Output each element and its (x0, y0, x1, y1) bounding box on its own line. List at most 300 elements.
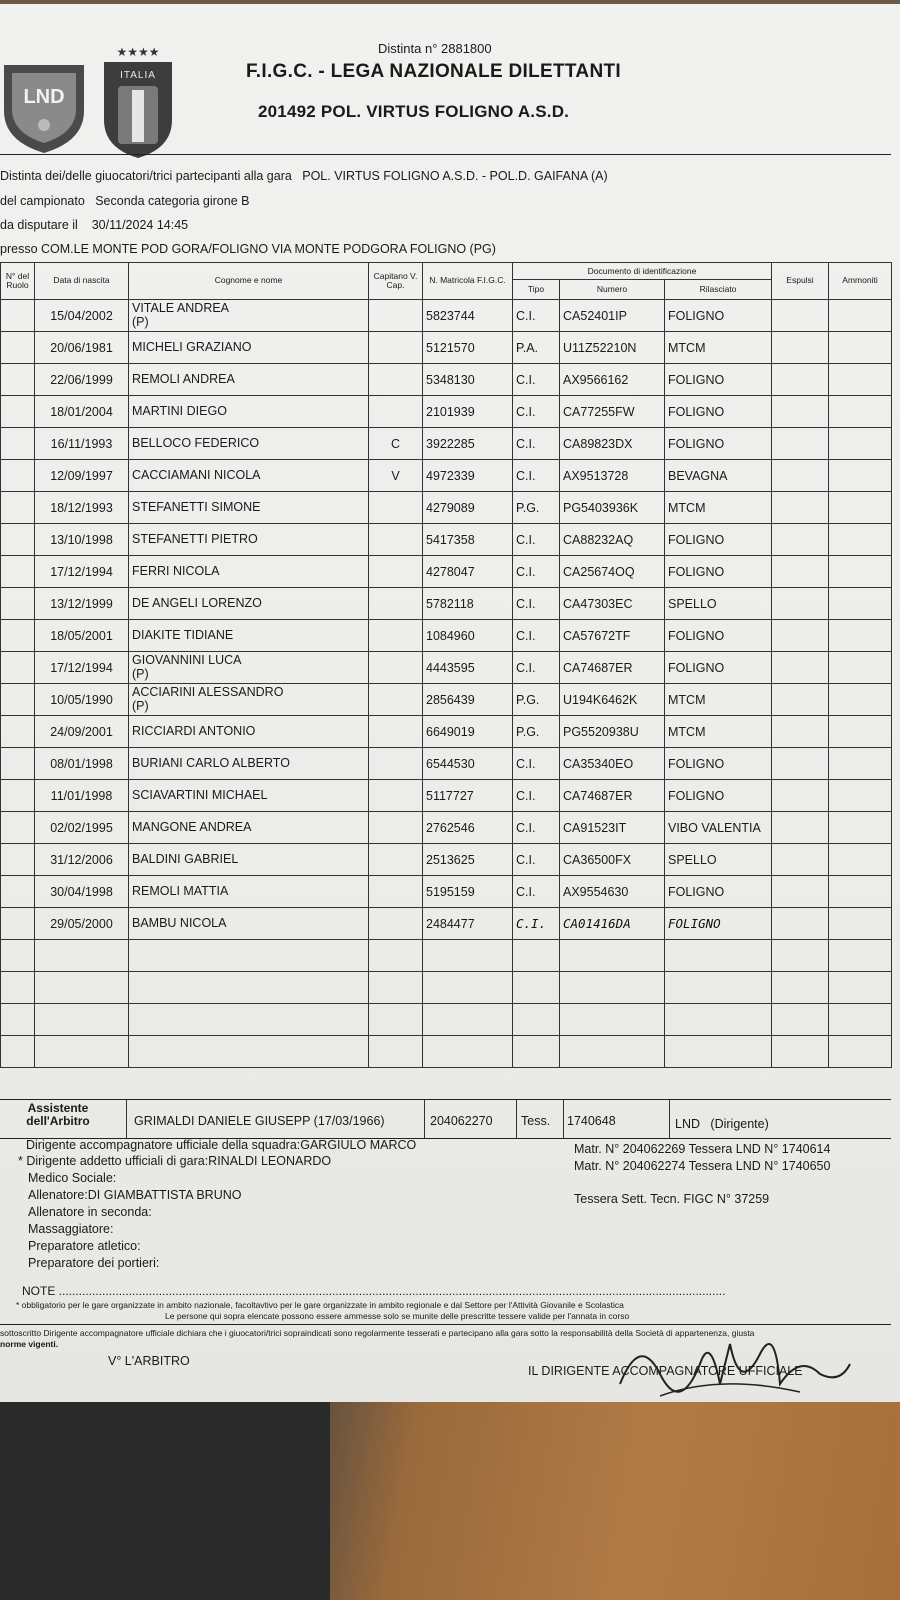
player-name-cell (129, 364, 369, 396)
empty-cell (35, 1036, 129, 1068)
doc-tipo: P.G. (513, 684, 560, 716)
table-row (1, 684, 892, 716)
col-numero: Numero (560, 280, 665, 300)
ruolo-cell (1, 876, 35, 908)
doc-numero: CA89823DX (560, 428, 665, 460)
gara-line (0, 169, 608, 183)
empty-cell (423, 1036, 513, 1068)
empty-cell (829, 1036, 892, 1068)
ammoniti-cell (829, 460, 892, 492)
espulsi-cell (772, 524, 829, 556)
col-capitano: Capitano V. Cap. (369, 263, 423, 300)
espulsi-cell (772, 588, 829, 620)
doc-tipo: C.I. (513, 556, 560, 588)
table-row (1, 780, 892, 812)
empty-cell (665, 1036, 772, 1068)
player-name-cell (129, 652, 369, 684)
doc-tipo: P.G. (513, 716, 560, 748)
obbligatorio-note: * obbligatorio per le gare organizzate in ambito nazionale, facoltavtivo per le gare organizzate in ambito regionale e dal Settore per l'Attività Giovanile e Scolastica (16, 1300, 624, 1310)
table-row (1, 524, 892, 556)
ruolo-cell (1, 588, 35, 620)
matricola: 4278047 (423, 556, 513, 588)
empty-cell (560, 1004, 665, 1036)
matricola: 2762546 (423, 812, 513, 844)
birth-date: 15/04/2002 (35, 300, 129, 332)
player-name: REMOLI ANDREA (132, 371, 235, 386)
empty-cell (829, 940, 892, 972)
empty-cell (369, 940, 423, 972)
persone-note: Le persone qui sopra elencate possono essere ammesse solo se munite delle prescritte tessere valide per l'annata in corso (165, 1311, 630, 1321)
espulsi-cell (772, 556, 829, 588)
espulsi-cell (772, 812, 829, 844)
captain-mark (369, 876, 423, 908)
ruolo-cell (1, 460, 35, 492)
empty-cell (772, 1036, 829, 1068)
empty-table-row (1, 940, 892, 972)
table-row (1, 748, 892, 780)
captain-mark (369, 780, 423, 812)
doc-numero: PG5520938U (560, 716, 665, 748)
espulsi-cell (772, 652, 829, 684)
player-note: (P) (132, 698, 149, 713)
doc-tipo: C.I. (513, 780, 560, 812)
allenatore: Allenatore:DI GIAMBATTISTA BRUNO (28, 1188, 242, 1202)
captain-mark (369, 524, 423, 556)
matricola: 5117727 (423, 780, 513, 812)
doc-tipo: C.I. (513, 300, 560, 332)
birth-date: 17/12/1994 (35, 556, 129, 588)
empty-cell (513, 940, 560, 972)
player-name-cell (129, 524, 369, 556)
ammoniti-cell (829, 396, 892, 428)
ruolo-cell (1, 524, 35, 556)
matricola: 6544530 (423, 748, 513, 780)
empty-cell (560, 1036, 665, 1068)
ruolo-cell (1, 684, 35, 716)
doc-rilasciato: FOLIGNO (665, 748, 772, 780)
empty-cell (1, 940, 35, 972)
doc-rilasciato: MTCM (665, 716, 772, 748)
doc-numero: CA88232AQ (560, 524, 665, 556)
table-row (1, 428, 892, 460)
player-name-cell (129, 620, 369, 652)
doc-numero: CA91523IT (560, 812, 665, 844)
col-tipo: Tipo (513, 280, 560, 300)
doc-rilasciato: SPELLO (665, 844, 772, 876)
captain-mark (369, 652, 423, 684)
matricola: 5417358 (423, 524, 513, 556)
matricola: 4279089 (423, 492, 513, 524)
captain-mark (369, 332, 423, 364)
matricola: 5348130 (423, 364, 513, 396)
ammoniti-cell (829, 364, 892, 396)
note-label: NOTE ........................................................................................................................................................................................................ (22, 1284, 726, 1298)
ammoniti-cell (829, 812, 892, 844)
matricola: 2513625 (423, 844, 513, 876)
empty-table-row (1, 1036, 892, 1068)
doc-rilasciato: FOLIGNO (665, 876, 772, 908)
table-row (1, 364, 892, 396)
lnd-logo-icon (0, 59, 88, 155)
header-divider (0, 154, 891, 155)
ruolo-cell (1, 492, 35, 524)
player-note: (P) (132, 666, 149, 681)
table-row (1, 492, 892, 524)
captain-mark (369, 908, 423, 940)
matricola: 2856439 (423, 684, 513, 716)
ruolo-cell (1, 396, 35, 428)
matricola: 2101939 (423, 396, 513, 428)
player-name-cell (129, 300, 369, 332)
dirigente-addetto: * Dirigente addetto ufficiali di gara:RINALDI LEONARDO (18, 1154, 332, 1168)
league-title: F.I.G.C. - LEGA NAZIONALE DILETTANTI (246, 61, 621, 82)
matricola: 5195159 (423, 876, 513, 908)
preparatore-portieri: Preparatore dei portieri: (28, 1256, 160, 1270)
presso-value: COM.LE MONTE POD GORA/FOLIGNO VIA MONTE PODGORA FOLIGNO (PG) (41, 242, 496, 256)
col-espulsi: Espulsi (772, 263, 829, 300)
ammoniti-cell (829, 428, 892, 460)
empty-cell (513, 1036, 560, 1068)
doc-tipo: C.I. (513, 620, 560, 652)
empty-cell (129, 1004, 369, 1036)
captain-mark (369, 300, 423, 332)
empty-cell (369, 972, 423, 1004)
empty-cell (829, 972, 892, 1004)
data-line (0, 218, 188, 232)
player-name: MICHELI GRAZIANO (132, 339, 252, 354)
assistente-matricola: 204062270 (430, 1114, 493, 1128)
birth-date: 29/05/2000 (35, 908, 129, 940)
note-text: NOTE (22, 1284, 56, 1298)
table-row (1, 812, 892, 844)
ammoniti-cell (829, 588, 892, 620)
ruolo-cell (1, 620, 35, 652)
doc-rilasciato: FOLIGNO (665, 428, 772, 460)
table-row (1, 460, 892, 492)
doc-tipo: C.I. (513, 460, 560, 492)
empty-cell (560, 972, 665, 1004)
doc-numero: CA01416DA (560, 908, 665, 940)
empty-cell (1, 1004, 35, 1036)
ruolo-cell (1, 716, 35, 748)
empty-cell (665, 940, 772, 972)
birth-date: 31/12/2006 (35, 844, 129, 876)
empty-cell (1, 1036, 35, 1068)
player-name-cell (129, 780, 369, 812)
birth-date: 12/09/1997 (35, 460, 129, 492)
ammoniti-cell (829, 748, 892, 780)
ammoniti-cell (829, 492, 892, 524)
player-name: MARTINI DIEGO (132, 403, 227, 418)
doc-tipo: C.I. (513, 524, 560, 556)
doc-numero: U194K6462K (560, 684, 665, 716)
col-nome: Cognome e nome (129, 263, 369, 300)
player-name: SCIAVARTINI MICHAEL (132, 787, 268, 802)
data-label: da disputare il (0, 218, 78, 232)
birth-date: 16/11/1993 (35, 428, 129, 460)
allenatore-seconda: Allenatore in seconda: (28, 1205, 152, 1219)
doc-rilasciato: FOLIGNO (665, 364, 772, 396)
data-value: 30/11/2024 14:45 (91, 218, 189, 232)
espulsi-cell (772, 396, 829, 428)
espulsi-cell (772, 428, 829, 460)
ruolo-cell (1, 428, 35, 460)
table-header-row (1, 263, 892, 280)
doc-rilasciato: FOLIGNO (665, 300, 772, 332)
empty-cell (129, 972, 369, 1004)
player-name: STEFANETTI SIMONE (132, 499, 261, 514)
dirigente-label: IL DIRIGENTE ACCOMPAGNATORE UFFICIALE (528, 1364, 803, 1378)
player-name-cell (129, 684, 369, 716)
espulsi-cell (772, 780, 829, 812)
campionato-line (0, 194, 249, 208)
ruolo-cell (1, 780, 35, 812)
sottoscritto-note: sottoscritto Dirigente accompagnatore ufficiale dichiara che i giuocatori/trici sopraindicati sono regolarmente tesserati e partecipano alla gara sotto la responsabilità della Società di appartenenza, giusta (0, 1328, 755, 1338)
birth-date: 13/10/1998 (35, 524, 129, 556)
birth-date: 18/12/1993 (35, 492, 129, 524)
matricola: 2484477 (423, 908, 513, 940)
birth-date: 13/12/1999 (35, 588, 129, 620)
ammoniti-cell (829, 652, 892, 684)
table-row (1, 556, 892, 588)
doc-tipo: C.I. (513, 844, 560, 876)
arbitro-label: V° L'ARBITRO (108, 1354, 190, 1368)
espulsi-cell (772, 844, 829, 876)
doc-numero: CA77255FW (560, 396, 665, 428)
espulsi-cell (772, 492, 829, 524)
birth-date: 30/04/1998 (35, 876, 129, 908)
table-row (1, 620, 892, 652)
campionato-value: Seconda categoria girone B (95, 194, 250, 208)
player-name-cell (129, 844, 369, 876)
figc-italia-logo-icon (100, 44, 176, 160)
col-ammoniti: Ammoniti (829, 263, 892, 300)
empty-cell (772, 940, 829, 972)
presso-line (0, 242, 496, 256)
ammoniti-cell (829, 556, 892, 588)
espulsi-cell (772, 332, 829, 364)
ammoniti-cell (829, 716, 892, 748)
espulsi-cell (772, 748, 829, 780)
doc-numero: CA74687ER (560, 652, 665, 684)
empty-cell (423, 1004, 513, 1036)
ruolo-cell (1, 300, 35, 332)
table-row (1, 396, 892, 428)
matricola: 4972339 (423, 460, 513, 492)
empty-cell (560, 940, 665, 972)
ruolo-cell (1, 844, 35, 876)
espulsi-cell (772, 716, 829, 748)
ruolo-cell (1, 364, 35, 396)
empty-cell (129, 1036, 369, 1068)
matricola: 4443595 (423, 652, 513, 684)
players-table (0, 262, 892, 1068)
gara-value: POL. VIRTUS FOLIGNO A.S.D. - POL.D. GAIFANA (A) (302, 169, 608, 183)
svg-text:★★★★: ★★★★ (116, 45, 160, 59)
ruolo-cell (1, 748, 35, 780)
player-name: VITALE ANDREA (132, 301, 230, 316)
doc-numero: CA36500FX (560, 844, 665, 876)
player-note: (P) (132, 314, 149, 329)
doc-rilasciato: SPELLO (665, 588, 772, 620)
player-name-cell (129, 492, 369, 524)
ammoniti-cell (829, 844, 892, 876)
player-name-cell (129, 588, 369, 620)
player-name-cell (129, 396, 369, 428)
doc-rilasciato: BEVAGNA (665, 460, 772, 492)
table-row (1, 588, 892, 620)
player-name: STEFANETTI PIETRO (132, 531, 258, 546)
table-row (1, 908, 892, 940)
birth-date: 24/09/2001 (35, 716, 129, 748)
ammoniti-cell (829, 876, 892, 908)
empty-cell (665, 1004, 772, 1036)
captain-mark (369, 492, 423, 524)
player-name-cell (129, 812, 369, 844)
doc-rilasciato: FOLIGNO (665, 908, 772, 940)
player-name: REMOLI MATTIA (132, 883, 229, 898)
player-name-cell (129, 908, 369, 940)
assistente-row (0, 1099, 891, 1139)
ammoniti-cell (829, 300, 892, 332)
ammoniti-cell (829, 620, 892, 652)
birth-date: 22/06/1999 (35, 364, 129, 396)
doc-tipo: C.I. (513, 364, 560, 396)
assistente-tipo: Tess. (521, 1114, 551, 1128)
tessera-tecnico: Tessera Sett. Tecn. FIGC N° 37259 (574, 1192, 770, 1206)
ruolo-cell (1, 812, 35, 844)
distinta-number: Distinta n° 2881800 (378, 41, 492, 56)
captain-mark (369, 812, 423, 844)
captain-mark: V (369, 460, 423, 492)
captain-mark (369, 844, 423, 876)
player-name-cell (129, 876, 369, 908)
matricola: 1084960 (423, 620, 513, 652)
ammoniti-cell (829, 908, 892, 940)
doc-rilasciato: FOLIGNO (665, 652, 772, 684)
empty-cell (35, 1004, 129, 1036)
player-name-cell (129, 428, 369, 460)
empty-cell (513, 972, 560, 1004)
campionato-label: del campionato (0, 194, 85, 208)
player-name-cell (129, 556, 369, 588)
table-row (1, 716, 892, 748)
empty-cell (129, 940, 369, 972)
assistente-name: GRIMALDI DANIELE GIUSEPP (17/03/1966) (134, 1114, 385, 1128)
doc-tipo: C.I. (513, 588, 560, 620)
birth-date: 18/05/2001 (35, 620, 129, 652)
player-name: MANGONE ANDREA (132, 819, 252, 834)
doc-rilasciato: FOLIGNO (665, 396, 772, 428)
birth-date: 02/02/1995 (35, 812, 129, 844)
captain-mark: C (369, 428, 423, 460)
document-sheet (0, 4, 900, 1402)
doc-numero: CA57672TF (560, 620, 665, 652)
empty-cell (423, 940, 513, 972)
ammoniti-cell (829, 332, 892, 364)
col-matricola: N. Matricola F.I.G.C. (423, 263, 513, 300)
espulsi-cell (772, 364, 829, 396)
doc-rilasciato: FOLIGNO (665, 556, 772, 588)
assistente-label-cell (0, 1100, 127, 1138)
player-name-cell (129, 748, 369, 780)
espulsi-cell (772, 684, 829, 716)
club-title: 201492 POL. VIRTUS FOLIGNO A.S.D. (258, 102, 570, 121)
captain-mark (369, 620, 423, 652)
player-name: FERRI NICOLA (132, 563, 220, 578)
table-row (1, 652, 892, 684)
medico-sociale: Medico Sociale: (28, 1171, 117, 1185)
doc-numero: AX9566162 (560, 364, 665, 396)
matricola: 6649019 (423, 716, 513, 748)
captain-mark (369, 556, 423, 588)
ruolo-cell (1, 556, 35, 588)
doc-numero: U11Z52210N (560, 332, 665, 364)
birth-date: 17/12/1994 (35, 652, 129, 684)
espulsi-cell (772, 460, 829, 492)
doc-tipo: P.G. (513, 492, 560, 524)
ruolo-cell (1, 652, 35, 684)
doc-rilasciato: FOLIGNO (665, 524, 772, 556)
matricola: 5823744 (423, 300, 513, 332)
player-name: CACCIAMANI NICOLA (132, 467, 261, 482)
empty-cell (423, 972, 513, 1004)
birth-date: 11/01/1998 (35, 780, 129, 812)
empty-cell (369, 1036, 423, 1068)
player-name: BURIANI CARLO ALBERTO (132, 755, 290, 770)
doc-rilasciato: MTCM (665, 492, 772, 524)
dirigente-addetto-text: Dirigente addetto ufficiali di gara:RINALDI LEONARDO (26, 1154, 332, 1168)
ammoniti-cell (829, 684, 892, 716)
lnd-logo-text: LND (23, 86, 65, 108)
dark-cloth (0, 1400, 330, 1600)
assistente-label: Assistente dell'Arbitro (26, 1101, 90, 1129)
espulsi-cell (772, 620, 829, 652)
espulsi-cell (772, 908, 829, 940)
player-name: ACCIARINI ALESSANDRO (132, 685, 284, 700)
player-name-cell (129, 332, 369, 364)
doc-numero: CA47303EC (560, 588, 665, 620)
player-name-cell (129, 460, 369, 492)
doc-numero: CA52401IP (560, 300, 665, 332)
doc-rilasciato: FOLIGNO (665, 780, 772, 812)
captain-mark (369, 364, 423, 396)
presso-label: presso (0, 242, 38, 256)
espulsi-cell (772, 300, 829, 332)
doc-tipo: C.I. (513, 652, 560, 684)
doc-rilasciato: MTCM (665, 332, 772, 364)
doc-rilasciato: FOLIGNO (665, 620, 772, 652)
matricola: 3922285 (423, 428, 513, 460)
matricola-1: Matr. N° 204062269 Tessera LND N° 1740614 (574, 1142, 831, 1156)
col-ruolo: N° del Ruolo (1, 263, 35, 300)
preparatore-atletico: Preparatore atletico: (28, 1239, 141, 1253)
player-name: BALDINI GABRIEL (132, 851, 239, 866)
doc-tipo: C.I. (513, 876, 560, 908)
doc-numero: AX9513728 (560, 460, 665, 492)
empty-cell (35, 940, 129, 972)
ruolo-cell (1, 908, 35, 940)
espulsi-cell (772, 876, 829, 908)
player-name: DIAKITE TIDIANE (132, 627, 234, 642)
doc-numero: CA25674OQ (560, 556, 665, 588)
birth-date: 08/01/1998 (35, 748, 129, 780)
empty-cell (369, 1004, 423, 1036)
captain-mark (369, 396, 423, 428)
player-name: BAMBU NICOLA (132, 915, 227, 930)
doc-numero: PG5403936K (560, 492, 665, 524)
matricola-2: Matr. N° 204062274 Tessera LND N° 1740650 (574, 1159, 831, 1173)
